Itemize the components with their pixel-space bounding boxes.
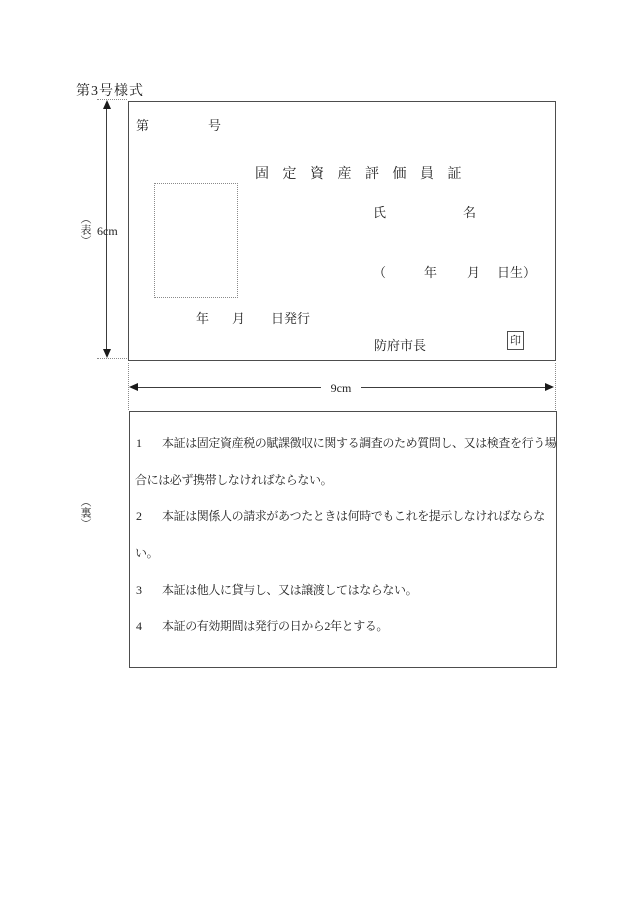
birthdate-year-label: 年	[424, 265, 438, 280]
back-rule-line	[136, 583, 417, 597]
birthdate-month-label: 月	[467, 265, 481, 280]
birthdate-open-paren: （	[373, 265, 387, 280]
certificate-back-card	[129, 411, 557, 668]
dimension-tick-top	[97, 99, 127, 100]
back-rule-line	[135, 546, 158, 560]
dimension-tick-bottom	[97, 358, 127, 359]
rule-number: 4	[136, 619, 142, 633]
photo-placeholder-box	[154, 183, 238, 298]
height-dimension-label: 6cm	[97, 224, 118, 238]
issue-year-label: 年	[196, 311, 210, 326]
issuer-mayor-label: 防府市長	[374, 338, 427, 353]
rule-text: 本証の有効期間は発行の日から2年とする。	[162, 619, 389, 633]
certificate-number-suffix: 号	[208, 118, 222, 133]
width-dimension-label-wrap	[129, 379, 553, 397]
issue-day-label: 日発行	[271, 311, 311, 326]
rule-text: 本証は固定資産税の賦課徴収に関する調査のため質問し、又は検査を行う場	[162, 436, 557, 450]
issue-month-label: 月	[232, 311, 246, 326]
rule-number: 3	[136, 583, 142, 597]
arrow-up-icon	[103, 100, 111, 109]
birthdate-day-label: 日生）	[497, 265, 537, 280]
rule-number: 1	[136, 436, 142, 450]
certificate-title: 固定資産評価員証	[255, 167, 475, 182]
back-rule-line	[136, 436, 556, 450]
seal-stamp-box: 印	[507, 331, 524, 350]
certificate-number-prefix: 第	[136, 118, 150, 133]
form-number-label: 第3号様式	[76, 84, 144, 99]
rule-text: 本証は他人に貸与し、又は譲渡してはならない。	[162, 583, 418, 597]
rule-text: 合には必ず携帯しなければならない。	[135, 473, 333, 487]
back-rule-line	[136, 509, 545, 523]
rule-text: い。	[135, 546, 159, 560]
name-label-last: 名	[463, 205, 477, 220]
width-dimension-label: 9cm	[321, 381, 362, 395]
name-label-first: 氏	[373, 205, 387, 220]
certificate-front-card	[128, 101, 556, 361]
back-rule-line	[135, 473, 332, 487]
dimension-guide-right	[555, 363, 556, 410]
arrow-down-icon	[103, 349, 111, 358]
front-side-label: （表）	[79, 213, 91, 246]
back-side-label: （裏）	[79, 496, 91, 529]
rule-number: 2	[136, 509, 142, 523]
back-rule-line	[136, 619, 388, 633]
rule-text: 本証は関係人の請求があつたときは何時でもこれを提示しなければならな	[162, 509, 545, 523]
